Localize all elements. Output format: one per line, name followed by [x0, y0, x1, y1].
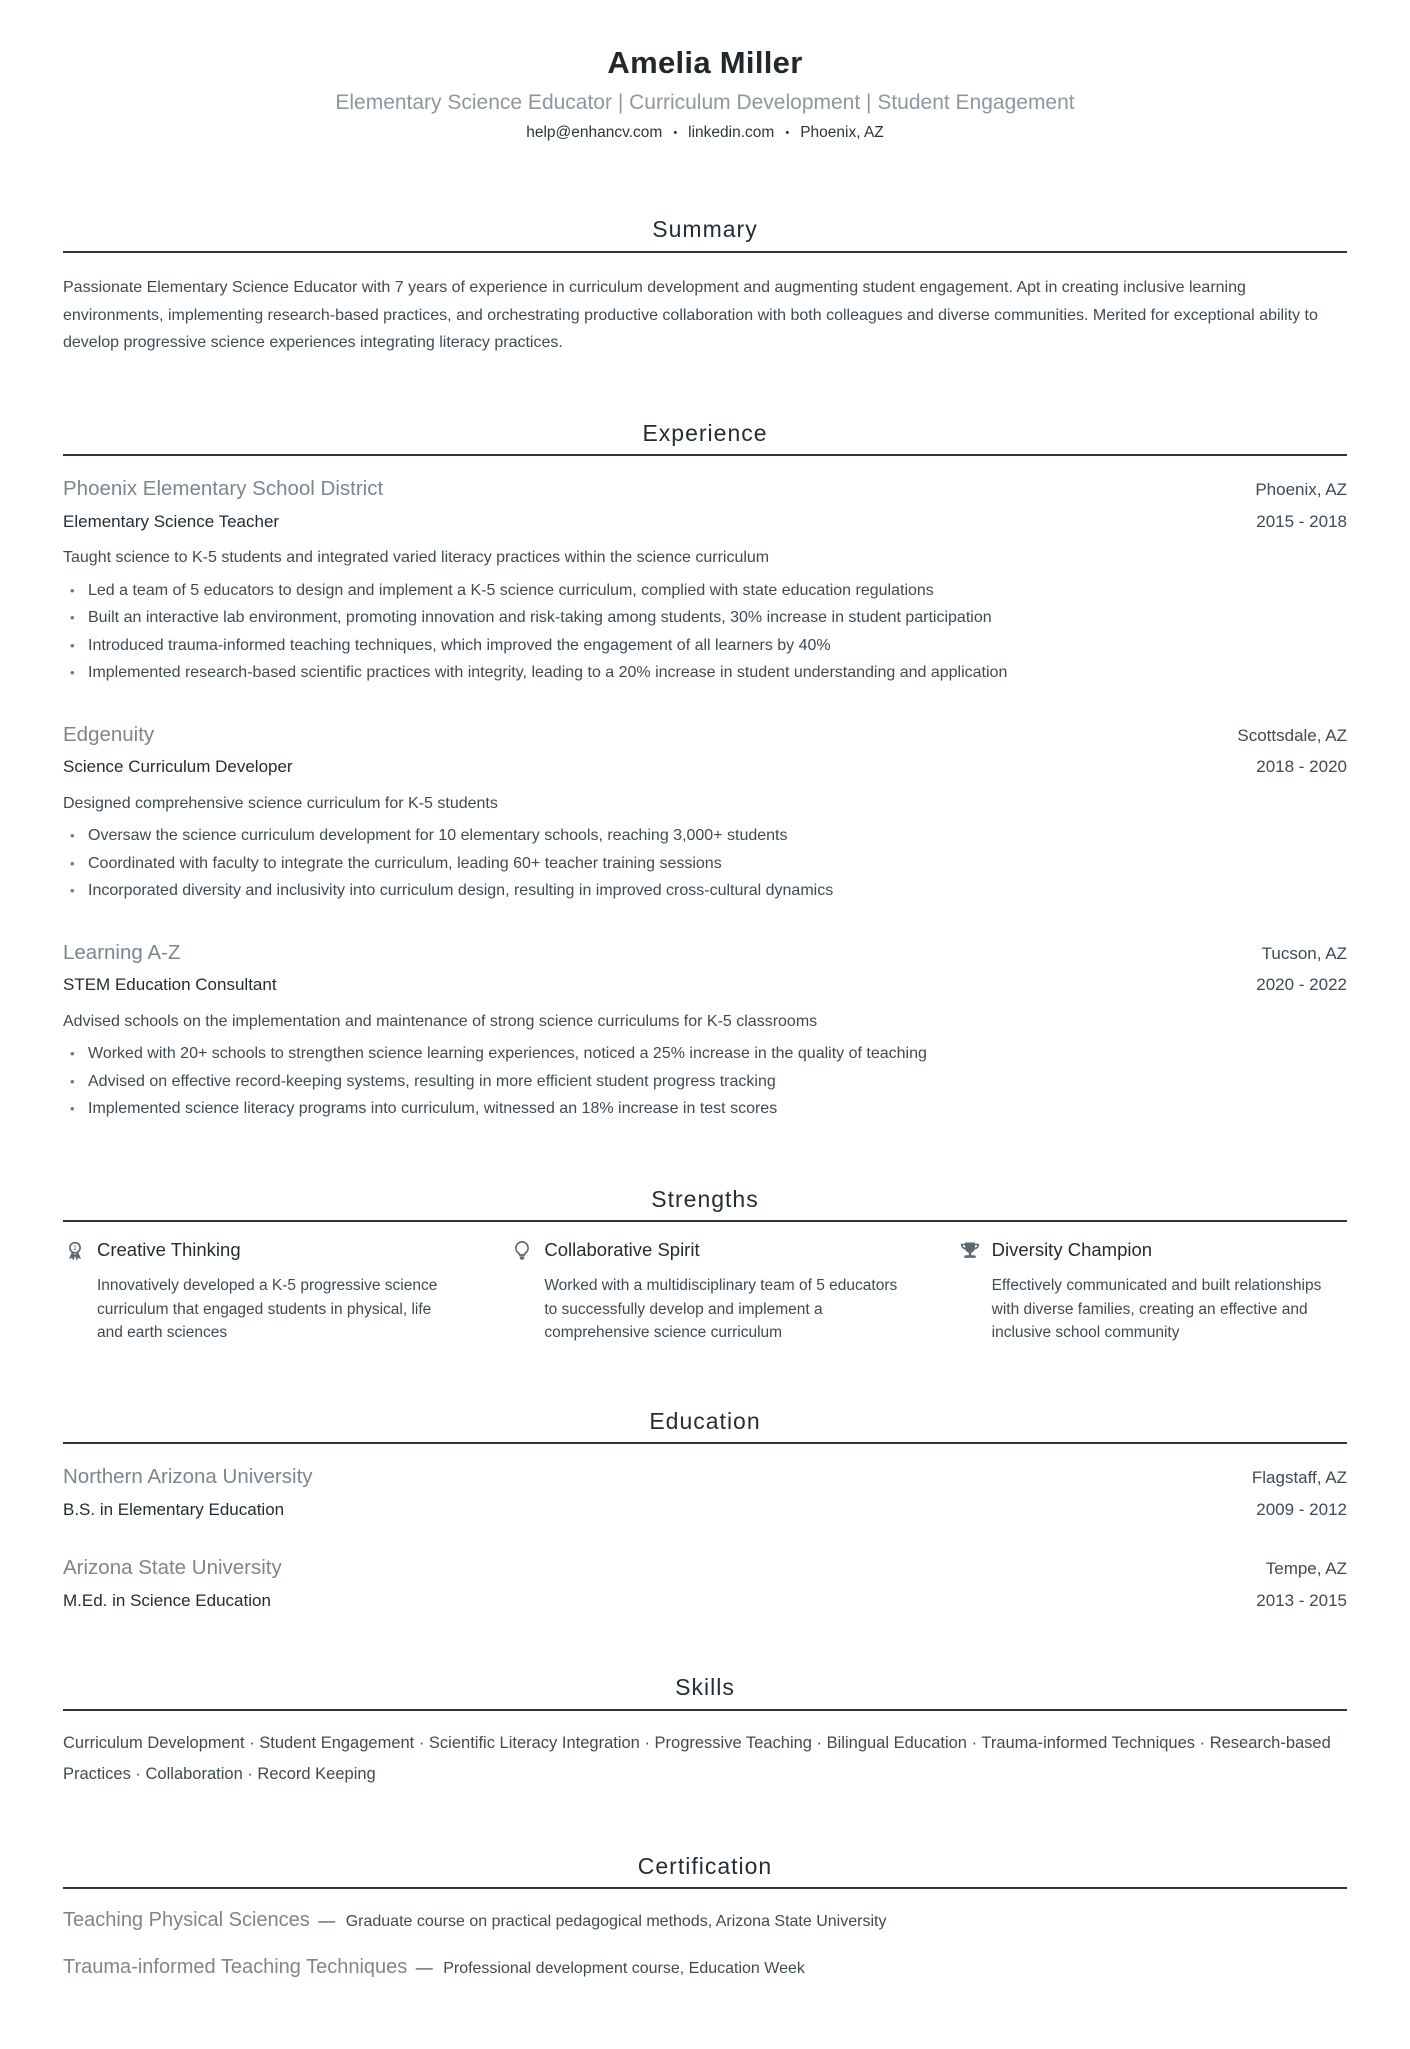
- strength-title: Diversity Champion: [991, 1239, 1153, 1261]
- experience-entry-subheader: [63, 757, 1347, 777]
- degree-name: B.S. in Elementary Education: [63, 1499, 285, 1519]
- section-skills: [63, 1674, 1347, 1790]
- certification-name: Trauma-informed Teaching Techniques: [63, 1956, 408, 1979]
- certification-list: [63, 1909, 1347, 1979]
- education-entry: [63, 1465, 1347, 1520]
- certification-name: Teaching Physical Sciences: [63, 1909, 310, 1932]
- strength-header: [958, 1238, 1347, 1265]
- job-summary: Taught science to K-5 students and integrated varied literacy practices within the science curriculum: [63, 549, 770, 567]
- experience-entry: [63, 477, 1347, 686]
- contact-location: Phoenix, AZ: [800, 124, 884, 142]
- experience-entry: [63, 723, 1347, 905]
- certification-heading: Certification: [637, 1852, 773, 1879]
- strengths-grid: [63, 1238, 1347, 1345]
- company-location: Tucson, AZ: [1261, 943, 1347, 963]
- candidate-name: Amelia Miller: [607, 45, 803, 80]
- degree-name: M.Ed. in Science Education: [63, 1590, 271, 1610]
- job-dates: 2020 - 2022: [1256, 975, 1347, 995]
- company-name: Learning A-Z: [63, 940, 181, 964]
- experience-list: [63, 477, 1347, 1122]
- section-divider: [63, 1442, 1347, 1444]
- section-divider: [63, 454, 1347, 456]
- education-heading: Education: [649, 1407, 761, 1434]
- section-divider: [63, 1220, 1347, 1222]
- job-summary: Advised schools on the implementation and maintenance of strong science curriculums for K-5 classrooms: [63, 1012, 818, 1030]
- section-strengths: [63, 1186, 1347, 1345]
- resume-header: [63, 44, 1347, 142]
- job-dates: 2018 - 2020: [1256, 757, 1347, 777]
- company-name: Edgenuity: [63, 722, 155, 746]
- strength-text: Worked with a multidisciplinary team of 5 educators to successfully develop and implement a comprehensive science curriculum: [544, 1277, 898, 1342]
- job-bullet: • Incorporated diversity and inclusivity into curriculum design, resulting in improved cross-cultural dynamics: [88, 877, 1347, 905]
- education-entry: [63, 1556, 1347, 1611]
- company-location: Scottsdale, AZ: [1237, 725, 1347, 745]
- experience-entry-header: [63, 723, 1347, 748]
- education-entry-header: [63, 1465, 1347, 1490]
- strength-item: [63, 1238, 452, 1345]
- company-location: Phoenix, AZ: [1255, 480, 1347, 500]
- job-summary: Designed comprehensive science curriculum for K-5 students: [63, 794, 498, 812]
- certification-separator: —: [415, 1958, 433, 1978]
- degree-dates: 2013 - 2015: [1256, 1590, 1347, 1610]
- job-dates: 2015 - 2018: [1256, 511, 1347, 531]
- section-education: [63, 1408, 1347, 1612]
- skills-list: Curriculum Development · Student Engagement · Scientific Literacy Integration · Progressive Teaching · Bilingual Education · Trauma-informed Techniques · Research-based Practices · Collaboration · Record Keeping: [63, 1733, 1331, 1783]
- section-certification: [63, 1853, 1347, 1980]
- job-bullet: • Built an interactive lab environment, promoting innovation and risk-taking among students, 30% increase in student participation: [88, 604, 1347, 632]
- strength-title: Collaborative Spirit: [544, 1239, 700, 1261]
- experience-entry-header: [63, 477, 1347, 502]
- experience-entry-header: [63, 941, 1347, 966]
- contact-separator: •: [785, 127, 790, 140]
- school-location: Tempe, AZ: [1265, 1559, 1347, 1579]
- summary-heading: Summary: [652, 216, 758, 243]
- certification-description: Graduate course on practical pedagogical methods, Arizona State University: [345, 1913, 887, 1931]
- education-list: [63, 1465, 1347, 1611]
- education-entry-subheader: [63, 1591, 1347, 1611]
- certification-entry: [63, 1956, 1347, 1979]
- experience-entry: [63, 941, 1347, 1123]
- certification-separator: —: [318, 1911, 336, 1931]
- section-divider: [63, 1887, 1347, 1889]
- candidate-title: Elementary Science Educator | Curriculum Development | Student Engagement: [335, 91, 1075, 115]
- svg-text:1: 1: [73, 1245, 77, 1253]
- job-bullet: • Implemented research-based scientific practices with integrity, leading to a 20% increase in student understanding and application: [88, 659, 1347, 687]
- trophy-icon: [958, 1239, 982, 1265]
- job-bullet: • Worked with 20+ schools to strengthen science learning experiences, noticed a 25% increase in the quality of teaching: [88, 1040, 1347, 1068]
- strength-text: Innovatively developed a K-5 progressive science curriculum that engaged students in physical, life and earth sciences: [97, 1277, 438, 1342]
- company-name: Phoenix Elementary School District: [63, 477, 384, 501]
- job-bullets: [63, 1040, 1347, 1123]
- strength-header: [510, 1238, 899, 1265]
- job-bullets: [63, 577, 1347, 687]
- contact-linkedin[interactable]: linkedin.com: [688, 124, 775, 142]
- strength-item: [510, 1238, 899, 1345]
- job-bullet: • Implemented science literacy programs into curriculum, witnessed an 18% increase in test scores: [88, 1095, 1347, 1123]
- summary-text: Passionate Elementary Science Educator with 7 years of experience in curriculum development and augmenting student engagement. Apt in creating inclusive learning environments, implementing research-based practices, and orchestrating productive collaboration with both colleagues and diverse communities. Merited for exceptional ability to develop progressive science experiences integrating literacy practices.: [63, 279, 1318, 352]
- strength-title: Creative Thinking: [97, 1239, 241, 1261]
- contact-email[interactable]: help@enhancv.com: [526, 124, 663, 142]
- job-bullet: • Coordinated with faculty to integrate the curriculum, leading 60+ teacher training sessions: [88, 850, 1347, 878]
- education-entry-subheader: [63, 1500, 1347, 1520]
- job-bullet: • Led a team of 5 educators to design and implement a K-5 science curriculum, complied with state education regulations: [88, 577, 1347, 605]
- job-title: STEM Education Consultant: [63, 975, 277, 995]
- school-name: Northern Arizona University: [63, 1465, 313, 1489]
- section-divider: [63, 251, 1347, 253]
- certification-entry: [63, 1909, 1347, 1932]
- school-location: Flagstaff, AZ: [1251, 1468, 1347, 1488]
- experience-heading: Experience: [642, 419, 768, 446]
- strength-item: [958, 1238, 1347, 1345]
- job-bullet: • Advised on effective record-keeping systems, resulting in more efficient student progress tracking: [88, 1068, 1347, 1096]
- school-name: Arizona State University: [63, 1556, 282, 1580]
- strengths-heading: Strengths: [651, 1185, 759, 1212]
- contact-line: [63, 124, 1347, 142]
- strength-text: Effectively communicated and built relationships with diverse families, creating an effective and inclusive school community: [991, 1277, 1322, 1342]
- job-bullet: • Oversaw the science curriculum development for 10 elementary schools, reaching 3,000+ students: [88, 822, 1347, 850]
- education-entry-header: [63, 1556, 1347, 1581]
- experience-entry-subheader: [63, 512, 1347, 532]
- job-title: Science Curriculum Developer: [63, 757, 293, 777]
- medal-icon: [63, 1239, 87, 1265]
- skills-heading: Skills: [675, 1674, 735, 1701]
- job-bullets: [63, 822, 1347, 905]
- strength-header: [63, 1238, 452, 1265]
- job-title: Elementary Science Teacher: [63, 511, 280, 531]
- job-bullet: • Introduced trauma-informed teaching techniques, which improved the engagement of all learners by 40%: [88, 632, 1347, 660]
- certification-description: Professional development course, Education Week: [443, 1960, 805, 1978]
- section-summary: [63, 216, 1347, 356]
- section-experience: [63, 420, 1347, 1123]
- degree-dates: 2009 - 2012: [1256, 1499, 1347, 1519]
- contact-separator: •: [673, 127, 678, 140]
- section-divider: [63, 1709, 1347, 1711]
- lightbulb-icon: [510, 1239, 534, 1265]
- experience-entry-subheader: [63, 975, 1347, 995]
